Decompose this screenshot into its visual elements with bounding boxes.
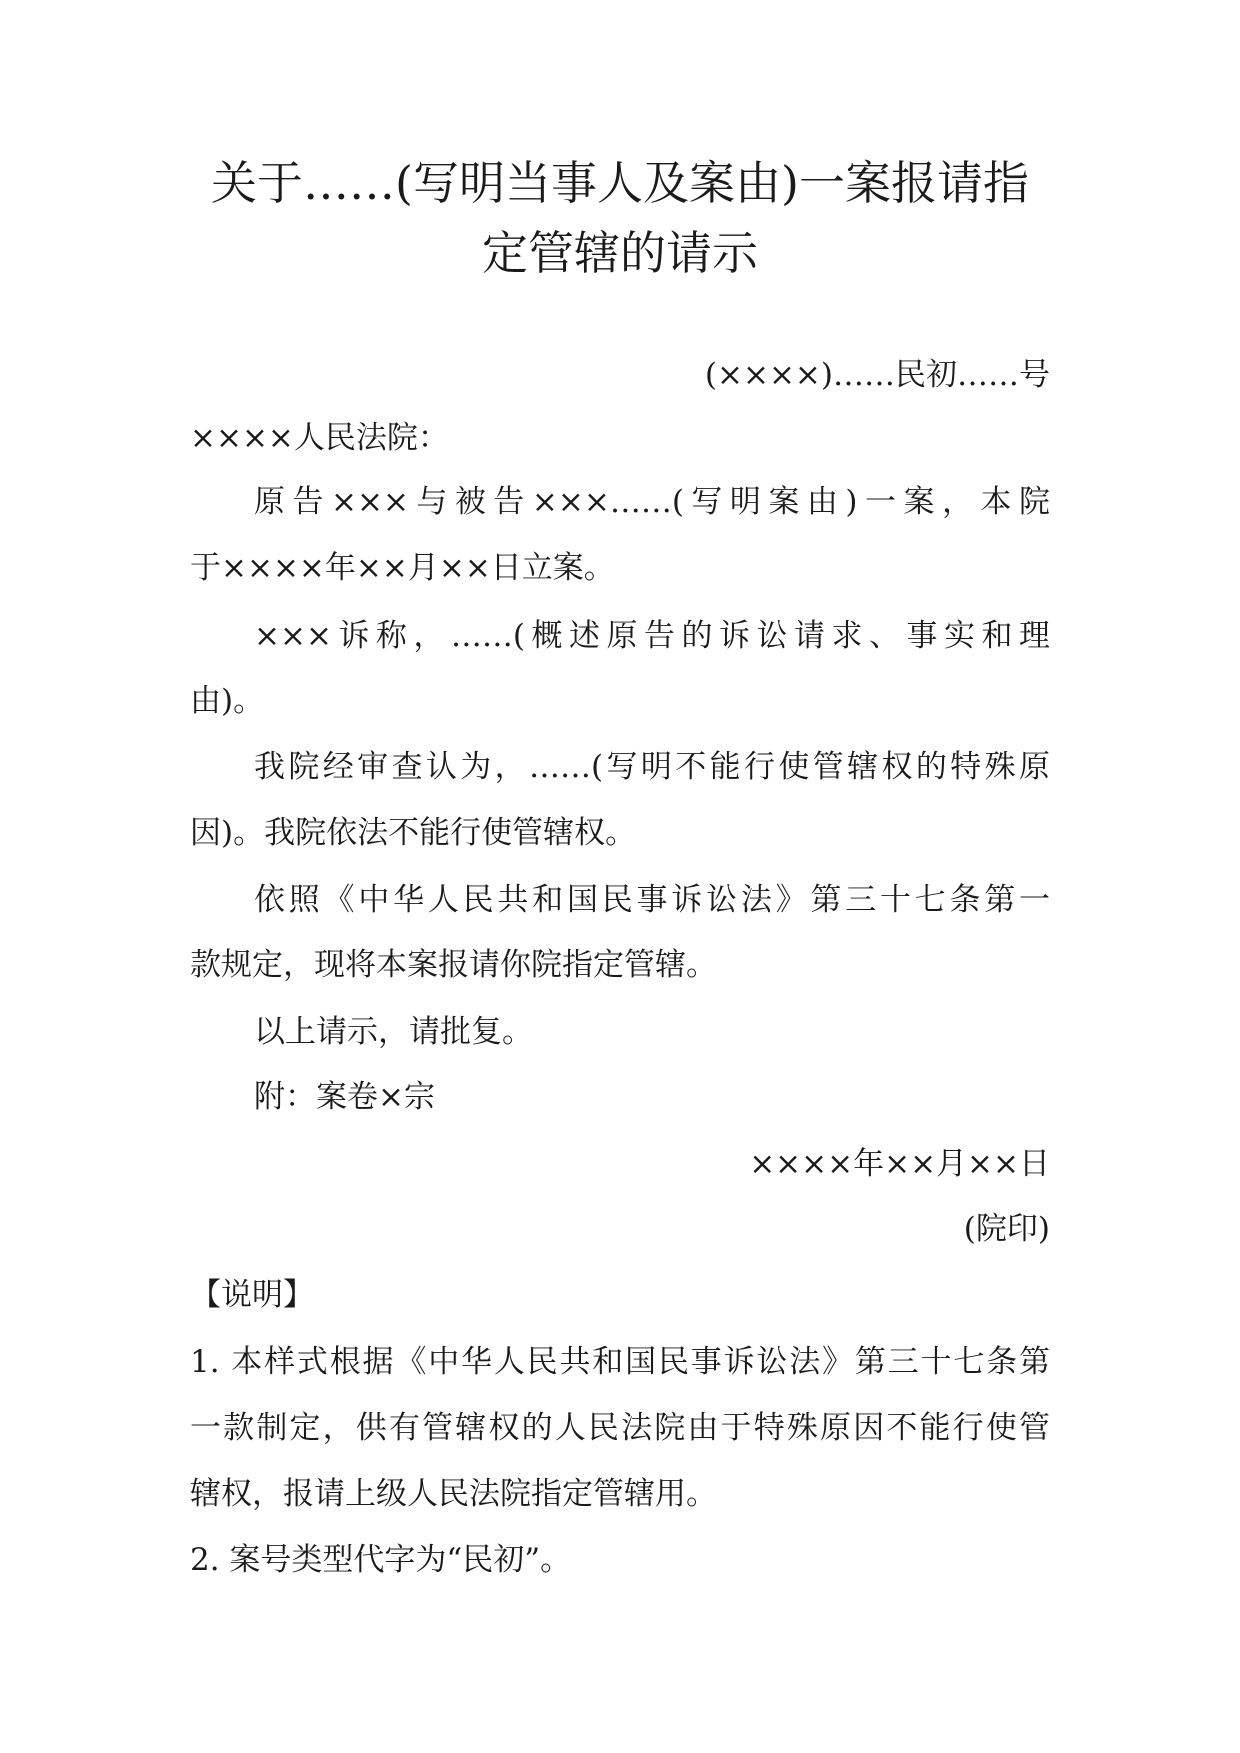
paragraph-3-line-1: 我院经审查认为，……(写明不能行使管辖权的特殊原: [254, 749, 1050, 785]
court-seal-text: (院印): [963, 1211, 1050, 1247]
closing-line: 以上请示，请批复。: [254, 1014, 533, 1050]
paragraph-4-line-1: 依照《中华人民共和国民事诉讼法》第三十七条第一: [254, 882, 1050, 918]
paragraph-3-line-2: 因)。我院依法不能行使管辖权。: [190, 815, 637, 851]
document-title: [180, 148, 1060, 288]
addressee: ××××人民法院：: [190, 420, 449, 456]
note-2-line-1: 2. 案号类型代字为“民初”。: [190, 1542, 572, 1578]
notes-heading: 【说明】: [190, 1277, 314, 1313]
document-date: ××××年××月××日: [749, 1146, 1050, 1182]
note-1-line-2: 一款制定，供有管辖权的人民法院由于特殊原因不能行使管: [190, 1410, 1050, 1446]
title-line-1: 关于……(写明当事人及案由)一案报请指: [211, 156, 1029, 210]
paragraph-4-line-2: 款规定，现将本案报请你院指定管辖。: [190, 947, 717, 983]
attachment-line: 附：案卷×宗: [254, 1079, 435, 1115]
case-number: (××××)……民初……号: [704, 357, 1050, 393]
note-1-line-3: 辖权，报请上级人民法院指定管辖用。: [190, 1476, 717, 1512]
paragraph-1-line-2: 于××××年××月××日立案。: [190, 550, 615, 586]
note-1-line-1: 1. 本样式根据《中华人民共和国民事诉讼法》第三十七条第: [190, 1344, 1050, 1380]
paragraph-2-line-2: 由)。: [190, 683, 265, 719]
paragraph-2-line-1: ×××诉称，……(概述原告的诉讼请求、事实和理: [254, 618, 1050, 654]
paragraph-1-line-1: 原告×××与被告×××……(写明案由)一案，本院: [254, 484, 1050, 520]
title-line-2: 定管辖的请示: [482, 226, 758, 280]
